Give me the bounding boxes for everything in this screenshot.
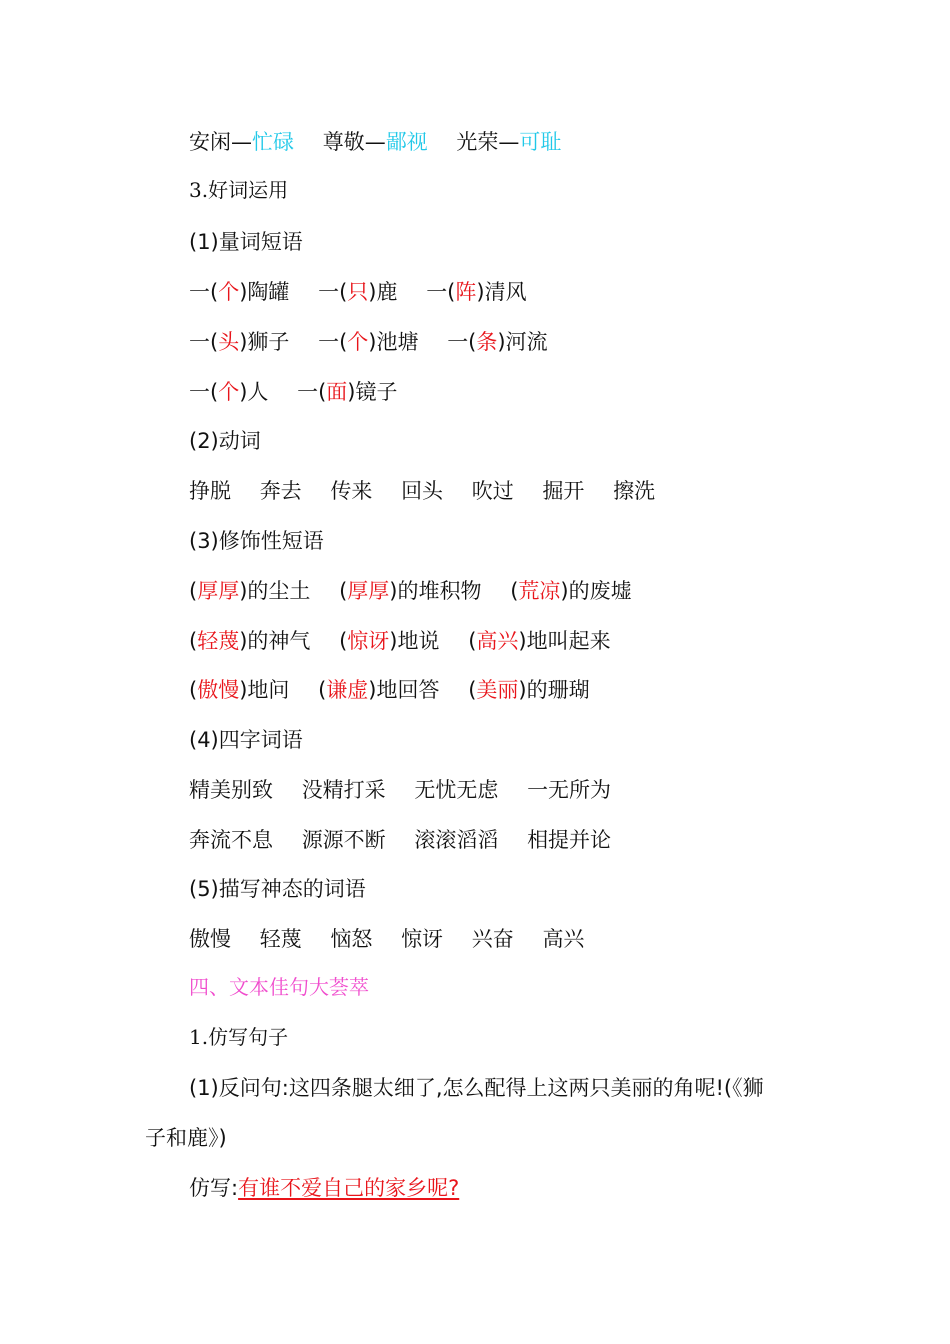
modifier-answer: 轻蔑 [197, 629, 240, 653]
expression-word: 傲慢 [189, 927, 231, 951]
measure-row [189, 377, 398, 407]
measure-answer: 阵 [455, 280, 477, 304]
imitate-title: 1.仿写句子 [189, 1025, 289, 1049]
verb-word: 挣脱 [189, 479, 231, 503]
modifier-row [189, 576, 632, 606]
measure-answer: 面 [326, 380, 348, 404]
modifier-answer: 厚厚 [197, 579, 240, 603]
measure-answer: 头 [218, 330, 240, 354]
measure-phrase: 一(个)陶罐 [189, 280, 290, 304]
idiom-row [189, 775, 611, 805]
modifier-phrase: (美丽)的珊瑚 [468, 678, 590, 702]
section-3-title: 3.好词运用 [189, 178, 289, 202]
antonym-pair [323, 127, 428, 157]
idiom-title: (4)四字词语 [189, 728, 303, 752]
antonym-word: 光荣 [456, 130, 499, 154]
example-sentence-line-2: 子和鹿》) [145, 1126, 227, 1150]
modifier-phrase: (厚厚)的堆积物 [339, 579, 482, 603]
antonym-dash: — [498, 130, 520, 154]
modifier-answer: 美丽 [476, 678, 519, 702]
verb-word: 奔去 [259, 479, 302, 503]
measure-phrase: 一(条)河流 [447, 330, 548, 354]
modifier-answer: 荒凉 [518, 579, 561, 603]
antonym-dash: — [364, 130, 386, 154]
verb-row [189, 476, 655, 506]
measure-answer: 个 [347, 330, 369, 354]
modifier-title: (3)修饰性短语 [189, 529, 324, 553]
section-4-title: 四、文本佳句大荟萃 [189, 975, 369, 999]
antonym-row [189, 127, 561, 157]
measure-answer: 条 [476, 330, 498, 354]
antonym-word: 安闲 [189, 130, 231, 154]
example-sentence-line-1: (1)反问句:这四条腿太细了,怎么配得上这两只美丽的角呢!(《狮 [189, 1076, 764, 1100]
measure-phrase: 一(个)人 [189, 380, 269, 404]
verb-title: (2)动词 [189, 429, 261, 453]
modifier-phrase: (荒凉)的废墟 [510, 579, 632, 603]
measure-row [189, 277, 527, 307]
modifier-phrase: (厚厚)的尘土 [189, 579, 311, 603]
antonym-dash: — [231, 130, 252, 154]
modifier-phrase: (谦虚)地回答 [318, 678, 440, 702]
measure-phrase: 一(只)鹿 [318, 280, 398, 304]
modifier-row [189, 675, 590, 705]
idiom-word: 滚滚滔滔 [414, 828, 499, 852]
modifier-answer: 傲慢 [197, 678, 240, 702]
measure-answer: 个 [218, 280, 240, 304]
verb-word: 传来 [330, 479, 373, 503]
measure-phrase: 一(面)镜子 [297, 380, 398, 404]
modifier-answer: 谦虚 [326, 678, 369, 702]
idiom-row [189, 825, 611, 855]
idiom-word: 源源不断 [301, 828, 386, 852]
measure-answer: 只 [347, 280, 369, 304]
modifier-answer: 惊讶 [347, 629, 390, 653]
idiom-word: 相提并论 [527, 828, 612, 852]
idiom-word: 没精打采 [301, 778, 386, 802]
modifier-answer: 高兴 [476, 629, 519, 653]
antonym-answer: 忙碌 [252, 130, 294, 154]
idiom-word: 一无所为 [527, 778, 612, 802]
modifier-phrase: (高兴)地叫起来 [468, 629, 611, 653]
measure-phrase: 一(头)狮子 [189, 330, 290, 354]
measure-row [189, 327, 548, 357]
modifier-answer: 厚厚 [347, 579, 390, 603]
antonym-word: 尊敬 [322, 130, 365, 154]
imitate-answer: 有谁不爱自己的家乡呢? [238, 1176, 460, 1200]
measure-phrase: 一(阵)清风 [426, 280, 527, 304]
expression-word: 兴奋 [471, 927, 514, 951]
measure-phrase: 一(个)池塘 [318, 330, 419, 354]
modifier-row [189, 626, 611, 656]
verb-word: 掘开 [542, 479, 585, 503]
imitate-label: 仿写: [189, 1176, 239, 1200]
verb-word: 擦洗 [613, 479, 656, 503]
expression-word: 高兴 [542, 927, 585, 951]
measure-answer: 个 [218, 380, 240, 404]
expression-title: (5)描写神态的词语 [189, 877, 366, 901]
idiom-word: 精美别致 [189, 778, 273, 802]
verb-word: 回头 [401, 479, 444, 503]
modifier-phrase: (惊讶)地说 [339, 629, 440, 653]
antonym-answer: 可耻 [519, 130, 562, 154]
expression-row [189, 924, 584, 954]
modifier-phrase: (傲慢)地问 [189, 678, 290, 702]
antonym-pair [456, 127, 561, 157]
expression-word: 轻蔑 [259, 927, 302, 951]
verb-word: 吹过 [471, 479, 514, 503]
imitate-answer-line [189, 1173, 459, 1203]
idiom-word: 无忧无虑 [414, 778, 499, 802]
expression-word: 惊讶 [401, 927, 444, 951]
idiom-word: 奔流不息 [189, 828, 273, 852]
antonym-pair [189, 127, 294, 157]
antonym-answer: 鄙视 [385, 130, 428, 154]
measure-title: (1)量词短语 [189, 230, 303, 254]
modifier-phrase: (轻蔑)的神气 [189, 629, 311, 653]
expression-word: 恼怒 [330, 927, 373, 951]
